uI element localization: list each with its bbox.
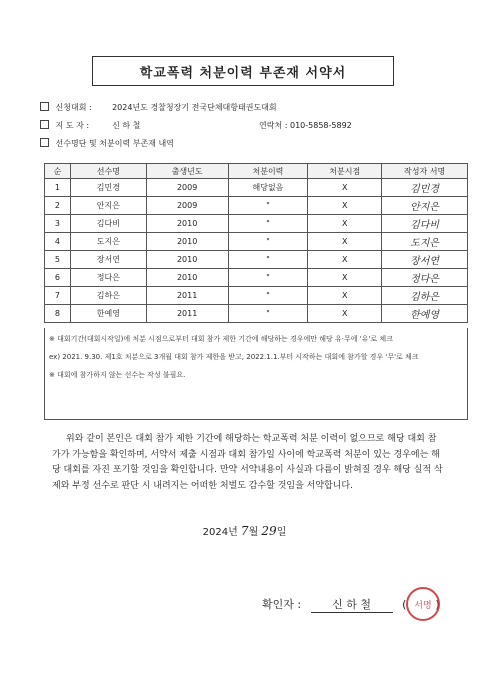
birth-year: 2011 (146, 287, 228, 305)
date-day: 29 (261, 524, 277, 538)
signing-date (0, 523, 489, 538)
date-year: 2024년 (202, 527, 238, 538)
signature: 장서연 (382, 251, 468, 269)
signature: 김다비 (382, 215, 468, 233)
coach-line (40, 120, 140, 131)
birth-year: 2010 (146, 269, 228, 287)
contact-line (259, 120, 352, 131)
athlete-name: 한예영 (70, 305, 146, 323)
header-cell: 처분시점 (308, 164, 382, 179)
discipline-time: X (308, 233, 382, 251)
seal-stamp-icon (406, 587, 440, 621)
table-header-row (45, 164, 468, 179)
table-row (45, 179, 468, 197)
table-row (45, 305, 468, 323)
contact-value: 010-5858-5892 (289, 121, 352, 130)
discipline-time: X (308, 179, 382, 197)
table-row (45, 215, 468, 233)
birth-year: 2010 (146, 251, 228, 269)
document-title-text: 학교폭력 처분이력 부존재 서약서 (139, 65, 347, 81)
note-text: ※ 대회에 참가하지 않는 선수는 작성 불필요. (49, 371, 186, 379)
confirmer-label: 확인자 : (262, 598, 302, 611)
discipline-history: " (228, 269, 308, 287)
seal-open-paren: ( (402, 598, 407, 611)
discipline-history: " (228, 287, 308, 305)
discipline-history: " (228, 305, 308, 323)
row-number: 6 (45, 269, 71, 287)
birth-year: 2010 (146, 215, 228, 233)
coach-label: 지 도 자 : (55, 121, 90, 130)
table-row (45, 197, 468, 215)
discipline-time: X (308, 305, 382, 323)
row-number: 8 (45, 305, 71, 323)
notes-box (44, 328, 468, 420)
discipline-history: " (228, 215, 308, 233)
discipline-history: " (228, 251, 308, 269)
row-number: 3 (45, 215, 71, 233)
date-month-unit: 월 (248, 527, 259, 538)
discipline-time: X (308, 251, 382, 269)
header-cell: 처분이력 (228, 164, 308, 179)
date-month: 7 (240, 524, 249, 538)
table-row (45, 287, 468, 305)
header-cell: 선수명 (70, 164, 146, 179)
event-label: 신청대회 : (55, 103, 92, 112)
list-line (40, 138, 174, 149)
header-cell: 순 (45, 164, 71, 179)
row-number: 2 (45, 197, 71, 215)
seal-close-paren: ) (435, 598, 440, 611)
signature: 김하은 (382, 287, 468, 305)
confirmer-name: 신 하 철 (311, 596, 393, 613)
header-cell: 출생년도 (146, 164, 228, 179)
list-label: 선수명단 및 처분이력 부존재 내역 (55, 139, 174, 148)
athlete-name: 장서연 (70, 251, 146, 269)
athlete-name: 안지은 (70, 197, 146, 215)
athlete-name: 김민경 (70, 179, 146, 197)
note-text: ※ 대회기간(대회시작일)에 처분 시점으로부터 대회 참가 제한 기간에 해당하는 경우에만 해당 유·무에 '유'로 체크 (49, 335, 393, 343)
coach-value: 신 하 철 (112, 121, 141, 130)
birth-year: 2009 (146, 197, 228, 215)
checkbox-icon (40, 120, 49, 129)
event-line (40, 102, 277, 113)
athlete-name: 김하은 (70, 287, 146, 305)
table-row (45, 233, 468, 251)
signature: 도지은 (382, 233, 468, 251)
athlete-name: 도지은 (70, 233, 146, 251)
row-number: 7 (45, 287, 71, 305)
event-value: 2024년도 경찰청장기 전국단체대항태권도대회 (112, 103, 277, 112)
discipline-history: " (228, 233, 308, 251)
discipline-history: " (228, 197, 308, 215)
stamp-text: 서명 (414, 600, 432, 611)
signature: 김민경 (382, 179, 468, 197)
header-cell: 작성자 서명 (382, 164, 468, 179)
row-number: 4 (45, 233, 71, 251)
birth-year: 2010 (146, 233, 228, 251)
table-row (45, 251, 468, 269)
checkbox-icon (40, 138, 49, 147)
discipline-time: X (308, 197, 382, 215)
discipline-time: X (308, 287, 382, 305)
pledge-paragraph: 위와 같이 본인은 대회 참가 제한 기간에 해당하는 학교폭력 처분 이력이 없으므로 해당 대회 참가가 가능함을 확인하며, 서약서 제출 시점과 대회 참가일 사이에 학교폭력 처분이 있는 경우에는 해당 대회를 자진 포기할 것임을 확인합니다. 만약 서약내용이 사실과 다름이 밝혀질 경우 해당 실적 삭제와 부정 선수로 판단 시 내려지는 어떠한 처벌도 감수할 것임을 서약합니다. (52, 434, 443, 491)
birth-year: 2011 (146, 305, 228, 323)
document-title (92, 56, 394, 86)
athlete-name: 정다은 (70, 269, 146, 287)
row-number: 5 (45, 251, 71, 269)
table-row (45, 269, 468, 287)
note-text: ex) 2021. 9.30. 제1호 처분으로 3개월 대회 참가 제한을 받고, 2022.1.1.부터 시작하는 대회에 참가할 경우 '무'로 체크 (49, 353, 419, 361)
athlete-name: 김다비 (70, 215, 146, 233)
discipline-history: 해당없음 (228, 179, 308, 197)
athlete-table (44, 163, 468, 323)
signature: 정다은 (382, 269, 468, 287)
signature: 안지은 (382, 197, 468, 215)
date-day-unit: 일 (276, 527, 287, 538)
discipline-time: X (308, 269, 382, 287)
signature: 한예영 (382, 305, 468, 323)
discipline-time: X (308, 215, 382, 233)
row-number: 1 (45, 179, 71, 197)
birth-year: 2009 (146, 179, 228, 197)
checkbox-icon (40, 102, 49, 111)
contact-label: 연락처 : (259, 121, 288, 130)
